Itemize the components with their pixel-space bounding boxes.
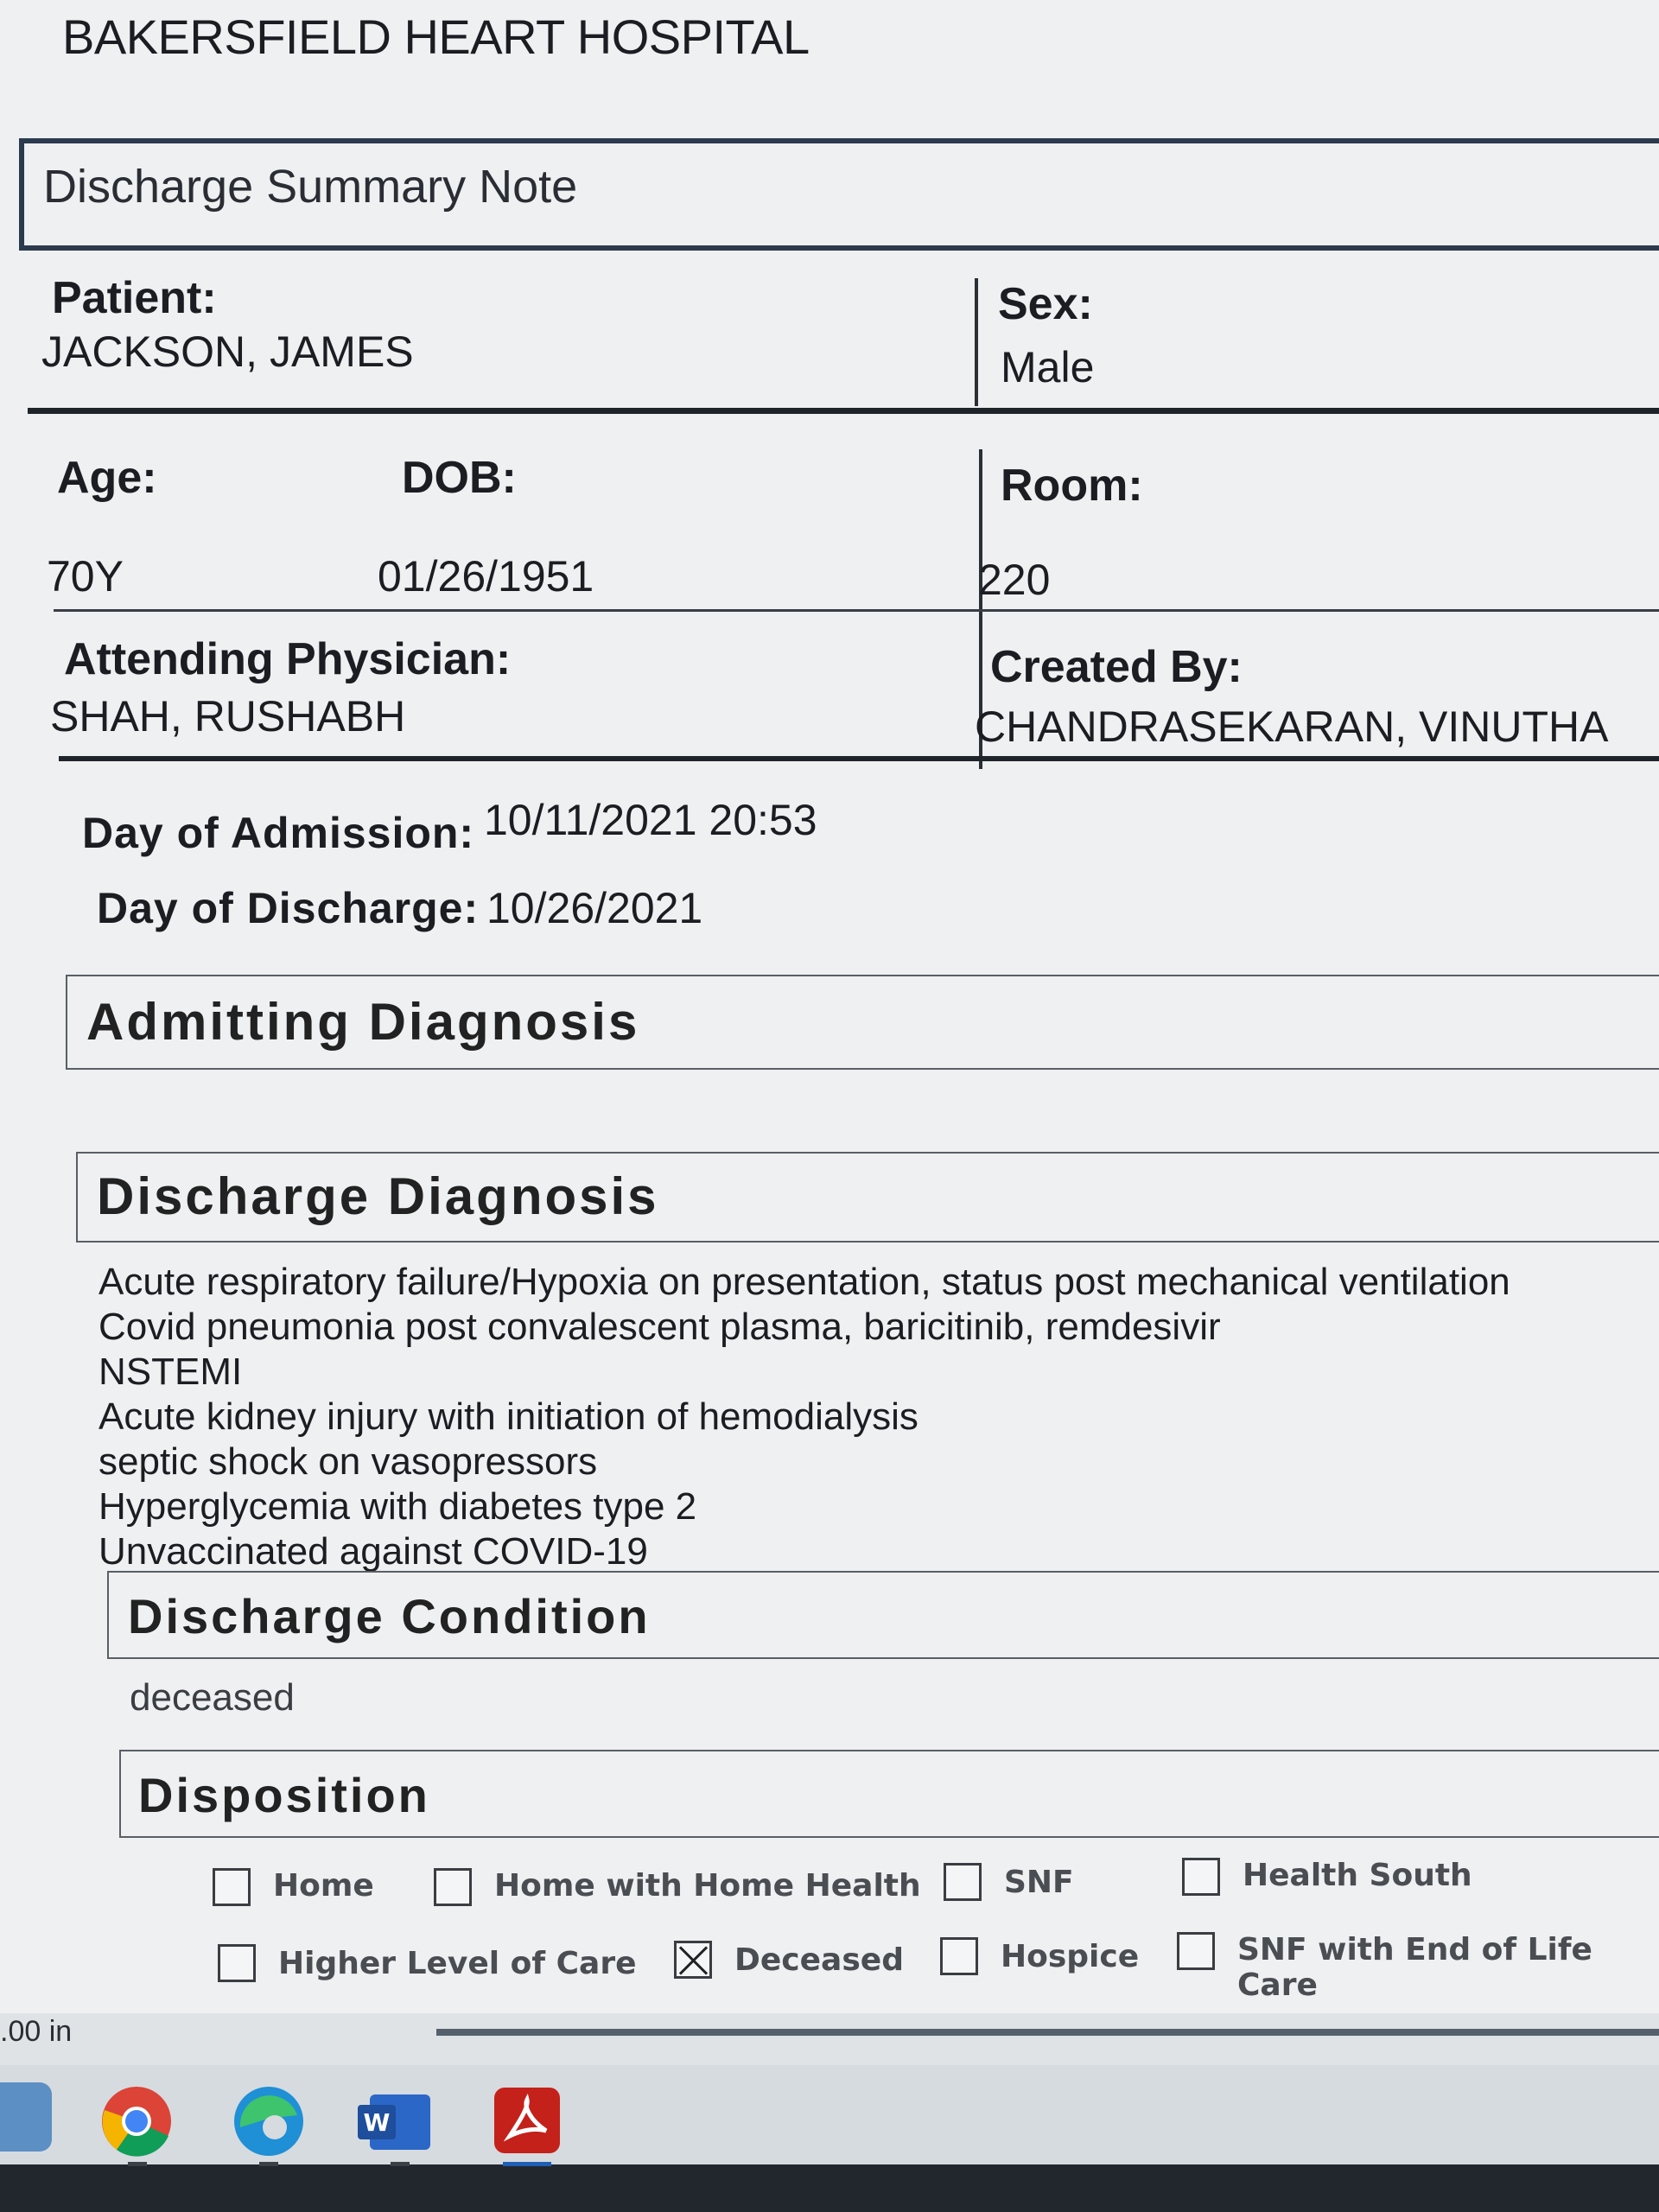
chrome-running-indicator: [128, 2162, 147, 2166]
discharge-date-value: 10/26/2021: [486, 884, 703, 932]
divider: [59, 756, 1659, 761]
chrome-icon[interactable]: [99, 2084, 174, 2158]
higher-level-care-checkbox[interactable]: [218, 1944, 256, 1982]
discharge-date-label: Day of Discharge:: [97, 884, 480, 932]
disposition-title: Disposition: [138, 1768, 430, 1822]
snf-option-label: SNF: [1004, 1865, 1074, 1900]
dob-label: DOB:: [402, 453, 517, 503]
admission-value: 10/11/2021 20:53: [484, 796, 817, 844]
list-item: Hyperglycemia with diabetes type 2: [99, 1485, 697, 1528]
sex-value: Male: [1001, 343, 1095, 391]
sex-label: Sex:: [998, 279, 1093, 329]
created-by-value: CHANDRASEKARAN, VINUTHA: [975, 702, 1609, 751]
discharge-condition-title: Discharge Condition: [128, 1589, 651, 1643]
diagnosis-list: [99, 1260, 1510, 1574]
room-label: Room:: [1001, 461, 1143, 511]
deceased-option-label: Deceased: [734, 1942, 904, 1978]
ruler-measure: .00 in: [0, 2015, 73, 2048]
edge-icon[interactable]: [232, 2084, 306, 2158]
list-item: Covid pneumonia post convalescent plasma, baricitinib, remdesivir: [99, 1306, 1221, 1348]
divider: [54, 609, 1659, 612]
ruler-track[interactable]: [436, 2029, 1659, 2036]
health-south-option-label: Health South: [1243, 1858, 1472, 1893]
word-icon[interactable]: [356, 2089, 434, 2155]
higher-level-care-option-label: Higher Level of Care: [278, 1946, 637, 1981]
age-value: 70Y: [47, 552, 124, 601]
patient-value: JACKSON, JAMES: [41, 327, 414, 376]
divider: [28, 408, 1659, 414]
home-health-option-label: Home with Home Health: [494, 1868, 921, 1904]
home-health-checkbox[interactable]: [434, 1868, 472, 1906]
list-item: Acute kidney injury with initiation of hemodialysis: [99, 1395, 918, 1438]
list-item: septic shock on vasopressors: [99, 1440, 598, 1483]
svg-text:W: W: [363, 2108, 391, 2137]
column-divider: [975, 278, 978, 406]
taskbar-edge: [0, 2164, 1659, 2212]
physician-value: SHAH, RUSHABH: [50, 692, 406, 741]
home-checkbox[interactable]: [213, 1868, 251, 1906]
snf-end-of-life-option-label: SNF with End of Life Care: [1237, 1932, 1592, 2003]
hospital-name: BAKERSFIELD HEART HOSPITAL: [62, 10, 810, 64]
health-south-checkbox[interactable]: [1182, 1858, 1220, 1896]
snf-end-of-life-checkbox[interactable]: [1177, 1932, 1215, 1970]
discharge-condition-value: deceased: [130, 1676, 295, 1719]
page-title: Discharge Summary Note: [43, 161, 578, 213]
list-item: Acute respiratory failure/Hypoxia on presentation, status post mechanical ventilation: [99, 1261, 1510, 1303]
admitting-diagnosis-title: Admitting Diagnosis: [86, 993, 640, 1051]
acrobat-active-indicator: [503, 2162, 551, 2166]
list-item: Unvaccinated against COVID-19: [99, 1530, 648, 1573]
age-label: Age:: [57, 453, 157, 503]
dob-value: 01/26/1951: [378, 552, 594, 601]
deceased-checkbox[interactable]: [674, 1941, 712, 1979]
patient-label: Patient:: [52, 273, 217, 323]
list-item: NSTEMI: [99, 1351, 243, 1393]
word-running-indicator: [391, 2162, 410, 2166]
edge-running-indicator: [259, 2162, 278, 2166]
ruler-bar: [0, 2013, 1659, 2065]
acrobat-icon[interactable]: [493, 2086, 562, 2155]
created-by-label: Created By:: [990, 642, 1243, 692]
discharge-diagnosis-title: Discharge Diagnosis: [97, 1167, 659, 1225]
hospice-option-label: Hospice: [1001, 1939, 1140, 1974]
admission-label: Day of Admission:: [82, 809, 475, 857]
home-option-label: Home: [273, 1868, 374, 1904]
file-explorer-icon[interactable]: [0, 2082, 52, 2152]
physician-label: Attending Physician:: [64, 634, 512, 684]
room-value: 220: [978, 556, 1051, 604]
hospice-checkbox[interactable]: [940, 1937, 978, 1975]
snf-checkbox[interactable]: [944, 1863, 982, 1901]
